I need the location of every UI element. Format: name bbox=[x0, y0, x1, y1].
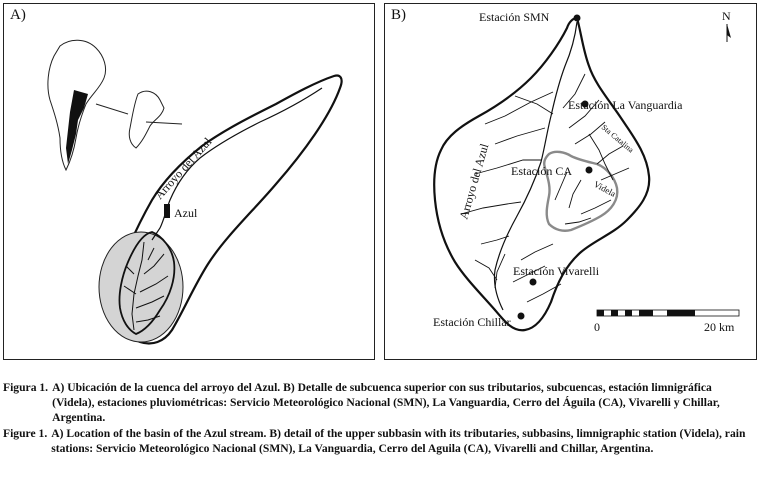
station-chillar-dot bbox=[518, 313, 525, 320]
station-smn-label: Estación SMN bbox=[479, 10, 550, 24]
figure-caption bbox=[3, 380, 755, 456]
station-vivarelli-label: Estación Vivarelli bbox=[513, 264, 600, 278]
panel-b-label: B) bbox=[391, 7, 406, 23]
panel-b bbox=[384, 3, 757, 360]
panel-a-map bbox=[4, 4, 374, 359]
station-ca-label: Estación CA bbox=[511, 164, 572, 178]
videla-label: Videla bbox=[592, 178, 618, 199]
scale-start-label: 0 bbox=[594, 320, 600, 334]
station-ca-dot bbox=[586, 167, 593, 174]
azul-city-label: Azul bbox=[174, 206, 198, 220]
panel-a-stream-label: Arroyo del Azul bbox=[151, 134, 215, 203]
scale-end-label: 20 km bbox=[704, 320, 735, 334]
panel-a-label: A) bbox=[10, 7, 26, 23]
station-smn-dot bbox=[574, 15, 581, 22]
caption-english-text: A) Location of the basin of the Azul stream. B) detail of the upper subbasin with its tributaries, subbasins, limnigraphic station (Videla), rain stations: Servicio Meteorológico Nacional (SMN), La Vanguardia, Cerro del Aguila (CA), Vivarelli and Chillar, Argentina. bbox=[51, 426, 746, 455]
panel-b-stream-label: Arroyo del Azul bbox=[456, 142, 492, 221]
caption-spanish-number: Figura 1. bbox=[3, 381, 49, 394]
panel-b-map bbox=[385, 4, 756, 359]
station-la-vanguardia-label: Estación La Vanguardia bbox=[568, 98, 683, 112]
caption-english bbox=[3, 426, 755, 456]
buenos-aires-province bbox=[129, 91, 164, 148]
caption-spanish bbox=[3, 380, 755, 426]
sta-catalina-label: Sta Catalina bbox=[599, 122, 636, 155]
caption-spanish-text: A) Ubicación de la cuenca del arroyo del Azul. B) Detalle de subcuenca superior con sus tributarios, subcuencas, estación limnigráfica (Videla), estaciones pluviométricas: Servicio Meteorológico Nacional (SMN), La Vanguardia, Cerro del Águila (CA), Vivarelli y Chillar, Argentina. bbox=[52, 381, 720, 425]
pointer-line-1 bbox=[96, 104, 128, 114]
azul-city-marker bbox=[164, 204, 170, 218]
station-vivarelli-dot bbox=[530, 279, 537, 286]
panel-a bbox=[3, 3, 375, 360]
station-chillar-label: Estación Chillar bbox=[433, 315, 511, 329]
north-arrow bbox=[722, 9, 731, 42]
caption-english-number: Figure 1. bbox=[3, 426, 48, 440]
north-label: N bbox=[722, 9, 731, 23]
scale-bar bbox=[594, 310, 739, 334]
